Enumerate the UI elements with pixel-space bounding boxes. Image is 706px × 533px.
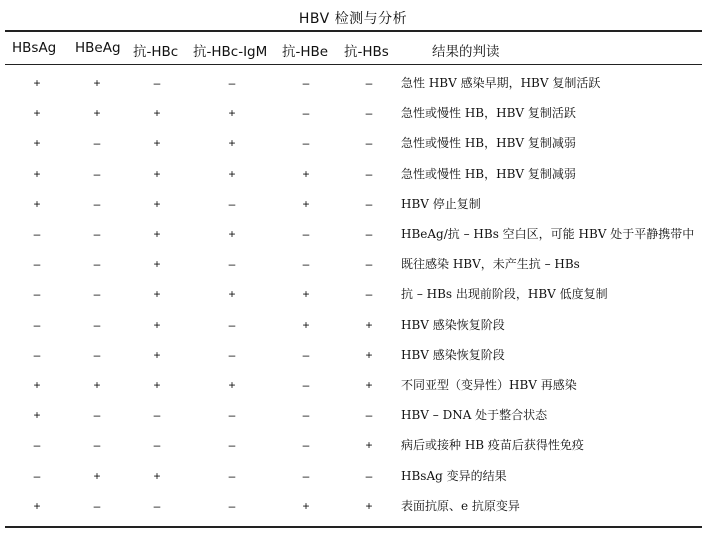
cell-interpretation: HBsAg 变异的结果 — [401, 468, 507, 483]
cell-anti-hbe: + — [302, 287, 310, 302]
header-anti-hbe: 抗-HBe — [282, 44, 329, 60]
table-row — [0, 128, 706, 158]
cell-hbeag: + — [93, 106, 101, 121]
table-row — [0, 340, 706, 370]
cell-hbsag: + — [33, 106, 41, 121]
cell-anti-hbc: + — [153, 166, 161, 181]
cell-interpretation: HBV 感染恢复阶段 — [401, 317, 505, 332]
cell-anti-hbs: + — [365, 378, 373, 392]
bottom-rule — [5, 526, 702, 528]
top-rule — [5, 30, 702, 32]
table-row — [0, 189, 706, 219]
cell-anti-hbc: + — [153, 196, 161, 211]
cell-hbsag: + — [33, 136, 41, 151]
cell-anti-hbc-igm: + — [228, 287, 236, 302]
cell-anti-hbs: + — [365, 498, 373, 513]
cell-anti-hbe: – — [302, 378, 310, 392]
cell-anti-hbe: – — [302, 76, 310, 90]
cell-hbsag: – — [33, 287, 41, 302]
cell-anti-hbe: + — [302, 498, 310, 513]
cell-anti-hbc: + — [153, 317, 161, 332]
cell-anti-hbs: – — [365, 287, 373, 302]
header-hbsag: HBsAg — [12, 40, 57, 56]
cell-anti-hbc-igm: + — [228, 166, 236, 181]
cell-anti-hbe: – — [302, 468, 310, 483]
cell-anti-hbc-igm: – — [228, 196, 236, 211]
cell-anti-hbe: + — [302, 317, 310, 332]
cell-anti-hbc-igm: – — [228, 468, 236, 483]
table-row — [0, 249, 706, 279]
cell-anti-hbc: – — [153, 498, 161, 513]
cell-anti-hbs: – — [365, 257, 373, 272]
cell-anti-hbe: – — [302, 438, 310, 453]
cell-anti-hbc-igm: – — [228, 317, 236, 332]
cell-anti-hbs: – — [365, 106, 373, 121]
cell-anti-hbe: – — [302, 227, 310, 241]
cell-anti-hbc-igm: – — [228, 408, 236, 423]
cell-interpretation: 急性或慢性 HB，HBV 复制减弱 — [401, 166, 576, 181]
cell-interpretation: 急性 HBV 感染早期，HBV 复制活跃 — [401, 76, 601, 90]
cell-anti-hbs: – — [365, 166, 373, 181]
cell-interpretation: 急性或慢性 HB，HBV 复制活跃 — [401, 106, 576, 121]
table-row — [0, 461, 706, 491]
cell-anti-hbc-igm: + — [228, 227, 236, 241]
cell-interpretation: 既往感染 HBV，未产生抗 – HBs — [401, 257, 580, 272]
table-row — [0, 219, 706, 249]
cell-anti-hbs: – — [365, 227, 373, 241]
table-row — [0, 370, 706, 400]
table-row — [0, 98, 706, 128]
cell-hbsag: – — [33, 227, 41, 241]
cell-anti-hbe: + — [302, 196, 310, 211]
cell-hbsag: + — [33, 166, 41, 181]
cell-anti-hbc: – — [153, 438, 161, 453]
cell-anti-hbe: – — [302, 347, 310, 362]
cell-anti-hbe: – — [302, 106, 310, 121]
header-interpretation: 结果的判读 — [432, 44, 500, 60]
table-title: HBV 检测与分析 — [298, 11, 408, 27]
cell-anti-hbe: – — [302, 136, 310, 151]
header-rule — [5, 64, 702, 65]
cell-hbsag: + — [33, 76, 41, 90]
cell-anti-hbc: – — [153, 408, 161, 423]
cell-hbsag: – — [33, 317, 41, 332]
cell-anti-hbc-igm: – — [228, 76, 236, 90]
cell-anti-hbe: + — [302, 166, 310, 181]
cell-interpretation: 病后或接种 HB 疫苗后获得性免疫 — [401, 438, 584, 453]
cell-anti-hbc-igm: + — [228, 378, 236, 392]
cell-hbeag: – — [93, 257, 101, 272]
cell-interpretation: HBV – DNA 处于整合状态 — [401, 408, 548, 423]
cell-hbeag: – — [93, 287, 101, 302]
cell-anti-hbc: + — [153, 257, 161, 272]
cell-hbsag: – — [33, 468, 41, 483]
cell-hbeag: – — [93, 166, 101, 181]
cell-hbeag: – — [93, 227, 101, 241]
cell-anti-hbc-igm: – — [228, 257, 236, 272]
cell-anti-hbc: + — [153, 227, 161, 241]
table-row — [0, 310, 706, 340]
table-row — [0, 279, 706, 309]
cell-anti-hbc: + — [153, 347, 161, 362]
cell-hbeag: + — [93, 468, 101, 483]
cell-anti-hbs: + — [365, 438, 373, 453]
cell-anti-hbc: + — [153, 378, 161, 392]
header-anti-hbc-igm: 抗-HBc-IgM — [193, 44, 268, 60]
table-row — [0, 159, 706, 189]
cell-interpretation: 不同亚型（变异性）HBV 再感染 — [401, 378, 577, 392]
table-row — [0, 68, 706, 98]
cell-anti-hbc: – — [153, 76, 161, 90]
cell-interpretation: HBeAg/抗 – HBs 空白区，可能 HBV 处于平静携带中 — [401, 227, 695, 241]
cell-interpretation: 急性或慢性 HB，HBV 复制减弱 — [401, 136, 576, 151]
cell-anti-hbe: – — [302, 408, 310, 423]
cell-hbsag: + — [33, 378, 41, 392]
cell-anti-hbs: – — [365, 76, 373, 90]
cell-anti-hbs: + — [365, 347, 373, 362]
cell-anti-hbs: + — [365, 317, 373, 332]
cell-anti-hbs: – — [365, 468, 373, 483]
cell-hbsag: + — [33, 498, 41, 513]
cell-hbsag: – — [33, 347, 41, 362]
cell-hbsag: + — [33, 408, 41, 423]
cell-anti-hbc-igm: + — [228, 106, 236, 121]
cell-anti-hbc: + — [153, 468, 161, 483]
header-hbeag: HBeAg — [75, 40, 121, 56]
cell-interpretation: HBV 感染恢复阶段 — [401, 347, 505, 362]
header-anti-hbs: 抗-HBs — [344, 44, 389, 60]
table-row — [0, 400, 706, 430]
cell-hbsag: – — [33, 257, 41, 272]
cell-hbeag: + — [93, 378, 101, 392]
cell-anti-hbc: + — [153, 106, 161, 121]
cell-hbeag: – — [93, 196, 101, 211]
table-row — [0, 491, 706, 521]
cell-hbeag: – — [93, 438, 101, 453]
cell-hbeag: – — [93, 317, 101, 332]
cell-anti-hbc-igm: – — [228, 498, 236, 513]
cell-hbeag: – — [93, 408, 101, 423]
cell-interpretation: 抗 – HBs 出现前阶段，HBV 低度复制 — [401, 287, 608, 302]
cell-anti-hbc: + — [153, 136, 161, 151]
cell-anti-hbc-igm: – — [228, 438, 236, 453]
cell-anti-hbe: – — [302, 257, 310, 272]
table-row — [0, 430, 706, 460]
cell-hbeag: – — [93, 347, 101, 362]
cell-hbeag: + — [93, 76, 101, 90]
cell-anti-hbs: – — [365, 196, 373, 211]
cell-anti-hbc-igm: – — [228, 347, 236, 362]
header-anti-hbc: 抗-HBc — [133, 44, 179, 60]
cell-interpretation: 表面抗原、e 抗原变异 — [401, 498, 520, 513]
cell-hbsag: – — [33, 438, 41, 453]
cell-hbsag: + — [33, 196, 41, 211]
cell-interpretation: HBV 停止复制 — [401, 196, 481, 211]
cell-anti-hbc: + — [153, 287, 161, 302]
cell-anti-hbs: – — [365, 136, 373, 151]
cell-hbeag: – — [93, 136, 101, 151]
cell-hbeag: – — [93, 498, 101, 513]
cell-anti-hbs: – — [365, 408, 373, 423]
cell-anti-hbc-igm: + — [228, 136, 236, 151]
